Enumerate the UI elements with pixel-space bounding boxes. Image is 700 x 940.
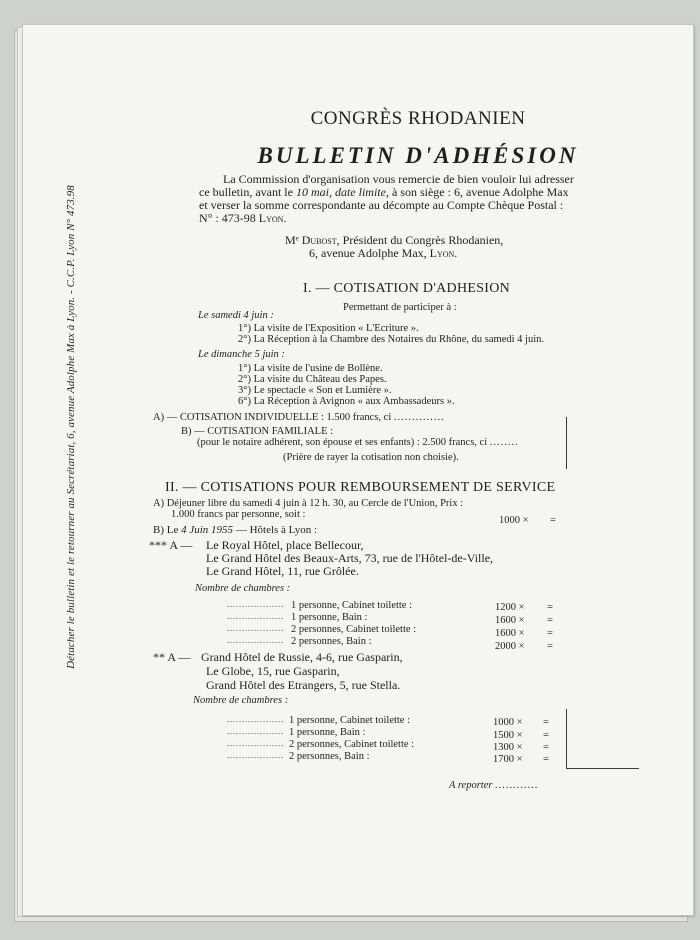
lunch-price: 1000 × (499, 515, 529, 526)
room-count-blank[interactable]: ................... (227, 751, 284, 760)
president-line: 6, avenue Adolphe Max, Lyon. (309, 246, 458, 260)
section-1-heading: I. — COTISATION D'ADHESION (303, 281, 511, 296)
document-page (22, 24, 694, 916)
total-line (567, 768, 639, 769)
intro-line: N° : 473-98 Lyon. (199, 211, 287, 225)
room-price: 1000 × (493, 717, 523, 728)
two-star-label: ** A — (153, 650, 191, 664)
three-star-hotel: Le Grand Hôtel des Beaux-Arts, 73, rue de l'Hôtel-de-Ville, (206, 551, 494, 565)
section-2-heading: II. — COTISATIONS POUR REMBOURSEMENT DE SERVICE (165, 480, 556, 495)
day2-label: Le dimanche 5 juin : (198, 349, 285, 360)
room-count-blank[interactable]: ................... (227, 624, 284, 633)
two-star-hotel: Grand Hôtel de Russie, 4-6, rue Gasparin, (201, 650, 403, 664)
room-equals: = (543, 742, 549, 753)
room-desc: 2 personnes, Bain : (289, 751, 370, 762)
room-count-blank[interactable]: ................... (227, 715, 284, 724)
room-desc: 2 personnes, Cabinet toilette : (289, 739, 415, 750)
hotels-date-line: B) Le 4 Juin 1955 — Hôtels à Lyon : (153, 524, 318, 536)
document-subtitle: BULLETIN D'ADHÉSION (257, 143, 579, 168)
room-price: 1300 × (493, 742, 523, 753)
day2-item: 6°) La Réception à Avignon « aux Ambassadeurs ». (238, 396, 455, 407)
three-star-hotel: Le Royal Hôtel, place Bellecour, (206, 538, 364, 552)
room-desc: 1 personne, Bain : (291, 612, 368, 623)
carry-forward[interactable]: A reporter ............ (449, 780, 539, 791)
president-line: Mᵉ Dubost, Président du Congrès Rhodanien, (285, 233, 504, 247)
room-count-blank[interactable]: ................... (227, 727, 284, 736)
bracket-line (566, 709, 567, 769)
room-equals: = (547, 641, 553, 652)
room-price: 1500 × (493, 730, 523, 741)
intro-line: et verser la somme correspondante au décompte au Compte Chèque Postal : (199, 198, 564, 212)
room-count-blank[interactable]: ................... (227, 600, 284, 609)
day2-item: 2°) La visite du Château des Papes. (238, 374, 387, 385)
room-price: 1700 × (493, 754, 523, 765)
intro-line: ce bulletin, avant le 10 mai, date limite, à son siège : 6, avenue Adolphe Max (199, 185, 569, 199)
two-star-hotel: Grand Hôtel des Etrangers, 5, rue Stella. (206, 678, 401, 692)
room-desc: 2 personnes, Cabinet toilette : (291, 624, 417, 635)
room-price: 1600 × (495, 628, 525, 639)
room-equals: = (543, 754, 549, 765)
room-price: 2000 × (495, 641, 525, 652)
room-price: 1600 × (495, 615, 525, 626)
day1-item: 1°) La visite de l'Exposition « L'Ecriture ». (238, 323, 419, 334)
lunch-line: A) Déjeuner libre du samedi 4 juin à 12 h. 30, au Cercle de l'Union, Prix : (153, 498, 464, 509)
rooms-label: Nombre de chambres : (193, 695, 289, 706)
permit-text: Permettant de participer à : (343, 302, 457, 313)
day2-item: 3°) Le spectacle « Son et Lumière ». (238, 385, 392, 396)
president-address (285, 234, 503, 260)
room-desc: 1 personne, Cabinet toilette : (291, 600, 413, 611)
option-note: (Prière de rayer la cotisation non choisie). (283, 452, 459, 463)
room-equals: = (547, 615, 553, 626)
room-count-blank[interactable]: ................... (227, 739, 284, 748)
lunch-line: 1.000 francs par personne, soit : (171, 509, 306, 520)
lunch-equals: = (550, 515, 556, 526)
day1-item: 2°) La Réception à la Chambre des Notaires du Rhône, du samedi 4 juin. (238, 334, 544, 345)
day1-label: Le samedi 4 juin : (198, 310, 274, 321)
intro-line: La Commission d'organisation vous remercie de bien vouloir lui adresser (223, 172, 574, 186)
option-a-individual: A) — COTISATION INDIVIDUELLE : 1.500 francs, ci .............. (153, 412, 445, 423)
document-title: CONGRÈS RHODANIEN (310, 108, 526, 129)
room-desc: 2 personnes, Bain : (291, 636, 372, 647)
side-margin-text: Détacher le bulletin et le retourner au Secrétariat, 6, avenue Adolphe Max à Lyon. - C.C.P. Lyon N° 473.98 (65, 185, 77, 669)
rooms-label: Nombre de chambres : (195, 583, 291, 594)
room-equals: = (543, 730, 549, 741)
intro-paragraph (199, 173, 574, 225)
option-b-detail: (pour le notaire adhérent, son épouse et ses enfants) : 2.500 francs, ci ........ (197, 437, 519, 448)
three-star-label: *** A — (149, 538, 193, 552)
bracket-line (566, 417, 567, 469)
room-equals: = (547, 628, 553, 639)
three-star-hotel: Le Grand Hôtel, 11, rue Grôlée. (206, 564, 359, 578)
room-desc: 1 personne, Cabinet toilette : (289, 715, 411, 726)
room-desc: 1 personne, Bain : (289, 727, 366, 738)
room-equals: = (547, 602, 553, 613)
option-b-family: B) — COTISATION FAMILIALE : (181, 426, 334, 437)
room-count-blank[interactable]: ................... (227, 612, 284, 621)
room-count-blank[interactable]: ................... (227, 636, 284, 645)
two-star-hotel: Le Globe, 15, rue Gasparin, (206, 664, 340, 678)
room-equals: = (543, 717, 549, 728)
day2-item: 1°) La visite de l'usine de Bollène. (238, 363, 383, 374)
room-price: 1200 × (495, 602, 525, 613)
